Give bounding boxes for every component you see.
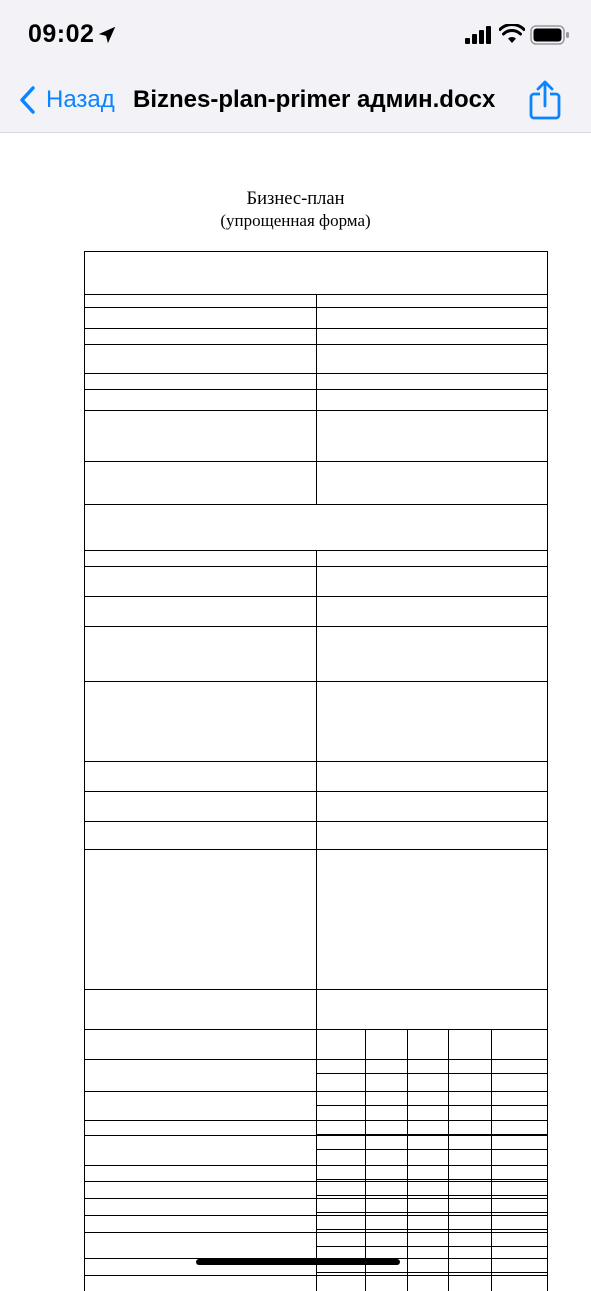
table-rule xyxy=(316,1195,548,1196)
wifi-icon xyxy=(499,24,525,44)
table-rule xyxy=(316,1212,548,1213)
chevron-left-icon xyxy=(18,85,36,115)
table-rule xyxy=(84,1029,548,1030)
status-bar xyxy=(0,0,591,70)
table-rule xyxy=(316,849,317,989)
navigation-bar xyxy=(0,70,591,133)
table-rule xyxy=(316,1229,548,1230)
table-rule xyxy=(84,1232,548,1233)
table-rule xyxy=(84,1059,548,1060)
table-rule xyxy=(316,1134,548,1135)
table-rule xyxy=(407,1029,408,1291)
table-rule xyxy=(448,1029,449,1291)
doc-subheading: (упрощенная форма) xyxy=(220,211,371,230)
share-icon[interactable] xyxy=(527,80,563,120)
table-rule xyxy=(316,294,317,504)
table-rule xyxy=(316,1149,548,1150)
business-plan-table xyxy=(84,251,548,1291)
table-rule xyxy=(316,1105,548,1106)
table-rule xyxy=(84,1135,548,1136)
table-rule xyxy=(316,1073,548,1074)
table-rule xyxy=(84,1275,548,1276)
table-rule xyxy=(84,1165,548,1166)
doc-heading: Бизнес-план xyxy=(246,189,345,209)
back-label: Назад xyxy=(46,86,115,113)
cellular-signal-icon xyxy=(465,26,493,44)
table-rule xyxy=(316,1246,548,1247)
back-button[interactable] xyxy=(18,84,115,116)
table-rule xyxy=(84,504,548,505)
document-title: Biznes-plan-primer админ.docx xyxy=(133,86,496,113)
table-rule xyxy=(84,1091,548,1092)
location-arrow-icon xyxy=(96,24,118,46)
table-rule xyxy=(316,1179,548,1180)
table-rule xyxy=(84,1120,548,1121)
document-page[interactable] xyxy=(0,133,591,1280)
table-rule xyxy=(84,1181,548,1182)
table-rule xyxy=(84,251,548,252)
battery-icon xyxy=(530,25,570,45)
table-rule xyxy=(84,1215,548,1216)
table-rule xyxy=(491,1029,492,1291)
home-indicator xyxy=(196,1259,400,1265)
table-rule xyxy=(316,550,317,849)
status-time: 09:02 xyxy=(28,20,95,48)
table-rule xyxy=(84,1198,548,1199)
table-rule xyxy=(365,1029,366,1291)
table-rule xyxy=(316,1272,548,1273)
